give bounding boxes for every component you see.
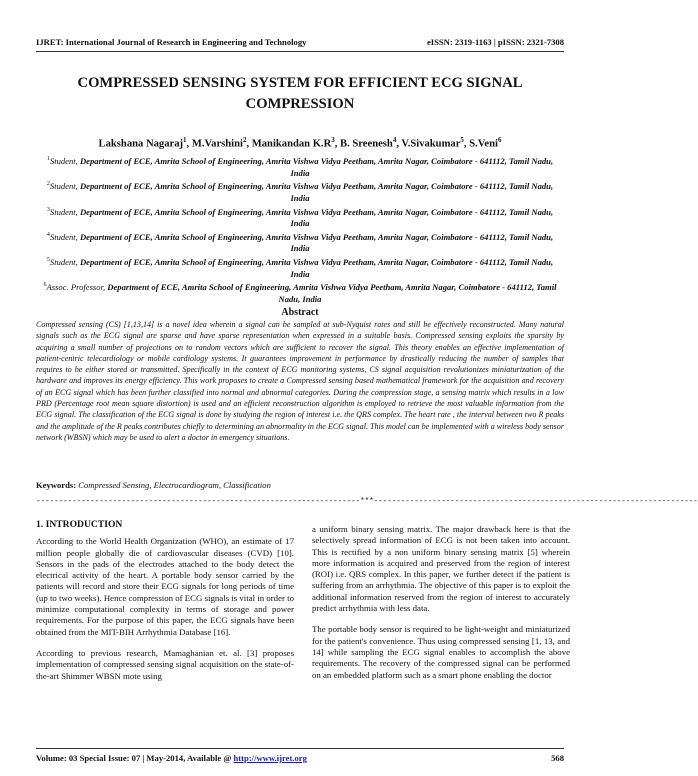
affiliation-text: Department of ECE, Amrita School of Engineering, Amrita Vishwa Vidya Peetham, Amrita Nagar, Coimbatore - 641112, Tamil Nadu, India [77, 256, 554, 279]
affiliation-superscript: 4 [46, 231, 50, 238]
left-column [36, 519, 294, 692]
intro-paragraph: a uniform binary sensing matrix. The major drawback here is that the selectively spread information of ECG is not been taken into account. This is rectified by a non uniform binary sensing matrix [5] wherein more information is acquired and preserved from the region of interest (ROI) i.e. QRS complex. In this paper, we further detect if the patient is suffering from an arrhythmia. The objective of this paper is to exploit the additional information reserved from the region of interest to accurately predict arrhythmia with less data. [312, 524, 570, 614]
affiliation-superscript: 2 [46, 181, 50, 188]
keywords-label: Keywords: [36, 480, 77, 490]
author-superscript: 2 [242, 136, 247, 144]
volume-info: Volume: 03 Special Issue: 07 | May-2014, Available @ [36, 753, 234, 763]
footer-volume [36, 753, 307, 763]
affiliation-role: Student, [49, 231, 78, 242]
affiliation [38, 179, 562, 204]
author-separator: , [246, 138, 252, 150]
author-separator: , [463, 138, 470, 150]
affiliation-text: Department of ECE, Amrita School of Engineering, Amrita Vishwa Vidya Peetham, Amrita Nagar, Coimbatore - 641112, Tamil Nadu, India [105, 282, 557, 304]
paper-title: COMPRESSED SENSING SYSTEM FOR EFFICIENT ECG SIGNAL COMPRESSION [77, 75, 523, 112]
intro-paragraph: The portable body sensor is required to be light-weight and miniaturized for the patient's convenience. Thus using compressed sensing [1, 13, and 14] while sampling the ECG signal enables to accomplish the above requirements. The recovery of the compressed signal can be performed on an embedded platform such as a smart phone enabling the doctor [312, 624, 570, 680]
abstract-body: Compressed sensing (CS) [1,13,14] is a novel idea wherein a signal can be sampled at sub-Nyquist rates and still be effectively reconstructed. Many natural signals such as the ECG signal are sparse and have sparse representation when expressed in a suitable basis. Compressed sensing exploits the sparsity by acquiring a small number of projections on to random vectors which are sufficient to recover the signal. This theory enables an effective implementation of patient-centric telecardiology or mobile cardiology systems. It guarantees improvement in performance by drastically reducing the number of samples that requires to be either stored or transmitted. Specifically in the context of ECG monitoring systems, CS signal acquisition revolutionizes miniaturization of the hardware and improves its energy efficiency. This work proposes to create a Compressed sensing based mathematical framework for the acquisition and recovery of an ECG signal which has been further classified into normal and abnormal categories. During the compression stage, a sensing matrix which results in a low PRD (Percentage root mean square distortion) is used and an efficient reconstruction algorithm is employed to retrieve the most valuable information from the ECG signal. The classification of the ECG signal is done by studying the region of interest i.e. the QRS complex. The heart rate , the interval between two R peaks and the amplitude of the R peaks contributes chiefly to determining an abnormality in the ECG signal. This model can be implemented with a wireless body sensor network (WBSN) which may be used to alert a doctor in emergency situations. [36, 320, 564, 442]
abstract-heading: Abstract [281, 307, 319, 318]
intro-paragraph: According to the World Health Organization (WHO), an estimate of 17 million people globally die of cardiovascular diseases (CVD) [10]. Sensors in the pads of the electrodes attached to the body detect the electrical activity of the heart. A portable body sensor carried by the patients will record and store their ECG signals for long periods of time (up to two weeks). Hence compression of ECG signals is vital in order to minimize computational complexity in terms of storage and power requirements. For the purpose of this paper, the ECG signals have been obtained from the MIT-BIH Arrhythmia Database [16]. [36, 536, 294, 637]
issn-numbers: eISSN: 2319-1163 | pISSN: 2321-7308 [426, 37, 564, 47]
right-column [312, 524, 570, 691]
affiliation-list [38, 154, 562, 306]
author-name: B. Sreenesh [340, 138, 393, 150]
intro-paragraph: According to previous research, Mamaghanian et. al. [3] proposes implementation of compressed sensing signal acquisition on the state-of-the-art Shimmer WBSN mote using [36, 647, 294, 681]
author-superscript: 4 [392, 136, 397, 144]
author-name: S.Veni [469, 138, 498, 150]
affiliation-superscript: 3 [46, 206, 50, 213]
author-separator: , [186, 138, 192, 150]
affiliation-text: Department of ECE, Amrita School of Engineering, Amrita Vishwa Vidya Peetham, Amrita Nagar, Coimbatore - 641112, Tamil Nadu, India [77, 206, 554, 229]
running-footer [36, 753, 564, 763]
author-list [36, 136, 564, 150]
journal-link[interactable]: http://www.ijret.org [233, 753, 307, 763]
footer-divider [36, 748, 564, 749]
affiliation-text: Department of ECE, Amrita School of Engineering, Amrita Vishwa Vidya Peetham, Amrita Nagar, Coimbatore - 641112, Tamil Nadu, India [77, 181, 554, 203]
header-divider [36, 51, 564, 52]
author-superscript: 3 [331, 136, 335, 144]
keywords-line [36, 480, 564, 490]
keywords-text: Compressed Sensing, Electrocardiogram, Classification [78, 480, 271, 490]
affiliation [38, 255, 562, 280]
affiliation [38, 154, 562, 179]
running-header [36, 37, 564, 47]
author-superscript: 5 [460, 136, 464, 144]
affiliation-role: Assoc. Professor, [46, 282, 106, 293]
author-superscript: 6 [497, 136, 502, 144]
section-heading-introduction: 1. INTRODUCTION [36, 519, 123, 530]
affiliation [38, 205, 562, 230]
affiliation-superscript: 6 [43, 282, 47, 289]
author-name: V.Sivakumar [401, 138, 461, 150]
affiliation-superscript: 1 [46, 156, 50, 162]
author-name: Manikandan K.R [251, 138, 332, 150]
affiliation-text: Department of ECE, Amrita School of Engineering, Amrita Vishwa Vidya Peetham, Amrita Nagar, Coimbatore - 641112, Tamil Nadu, India [77, 155, 554, 178]
affiliation-text: Department of ECE, Amrita School of Engineering, Amrita Vishwa Vidya Peetham, Amrita Nagar, Coimbatore - 641112, Tamil Nadu, India [77, 231, 554, 254]
affiliation-role: Student, [49, 256, 78, 267]
author-separator: , [396, 138, 402, 150]
affiliation-superscript: 5 [46, 257, 50, 264]
journal-name: IJRET: International Journal of Research in Engineering and Technology [36, 37, 307, 47]
affiliation [38, 230, 562, 255]
affiliation [38, 280, 562, 305]
affiliation-role: Student, [49, 181, 78, 192]
author-name: M.Varshini [191, 138, 243, 150]
author-superscript: 1 [183, 136, 187, 144]
section-separator: ------------------------------------------------------------------------***------------------------------------------------------------------------ [36, 497, 698, 506]
affiliation-role: Student, [49, 155, 78, 166]
affiliation-role: Student, [49, 206, 78, 217]
page-number: 568 [551, 753, 564, 763]
author-separator: , [334, 138, 341, 150]
author-name: Lakshana Nagaraj [98, 138, 184, 150]
